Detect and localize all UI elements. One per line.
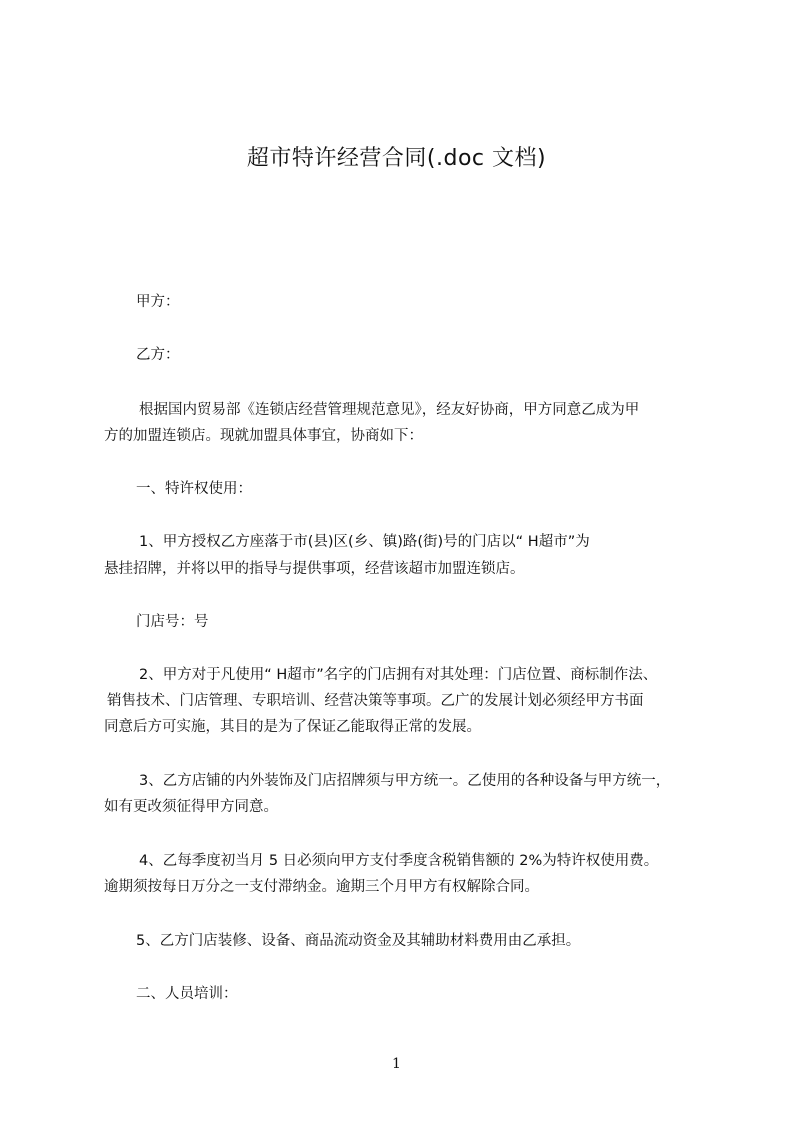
clause-2-line-2: 销售技术、门店管理、专职培训、经营决策等事项。乙广的发展计划必须经甲方书面: [107, 693, 644, 709]
party-a-label: 甲方：: [136, 294, 180, 310]
document-title: 超市特许经营合同(.doc 文档): [246, 146, 547, 171]
intro-line-1: 根据国内贸易部《连锁店经营管理规范意见》，经友好协商，甲方同意乙成为甲: [139, 402, 640, 418]
clause-1-line-1: 1、甲方授权乙方座落于市(县)区(乡、镇)路(街)号的门店以“ H超市”为: [139, 534, 590, 550]
section-2-heading: 二、人员培训：: [136, 986, 238, 1002]
clause-4-line-2: 逾期须按每日万分之一支付滞纳金。逾期三个月甲方有权解除合同。: [104, 879, 539, 895]
page-number: 1: [392, 1056, 401, 1072]
clause-4-line-1: 4、乙每季度初当月 5 日必须向甲方支付季度含税销售额的 2%为特许权使用费。: [139, 853, 659, 869]
clause-5-line: 5、乙方门店装修、设备、商品流动资金及其辅助材料费用由乙承担。: [136, 933, 581, 949]
section-1-heading: 一、特许权使用：: [136, 481, 252, 497]
clause-2-line-3: 同意后方可实施，其目的是为了保证乙能取得正常的发展。: [104, 719, 481, 735]
clause-1-line-2: 悬挂招牌，并将以甲的指导与提供事项，经营该超市加盟连锁店。: [104, 561, 525, 577]
party-b-label: 乙方：: [136, 347, 180, 363]
clause-3-line-1: 3、乙方店铺的内外装饰及门店招牌须与甲方统一。乙使用的各种设备与甲方统一，: [139, 773, 671, 789]
store-number-line: 门店号：号: [136, 614, 209, 630]
clause-3-line-2: 如有更改须征得甲方同意。: [104, 799, 278, 815]
intro-line-2: 方的加盟连锁店。现就加盟具体事宜，协商如下：: [104, 428, 423, 444]
clause-2-line-1: 2、甲方对于凡使用“ H超市”名字的门店拥有对其处理：门店位置、商标制作法、: [139, 667, 658, 683]
